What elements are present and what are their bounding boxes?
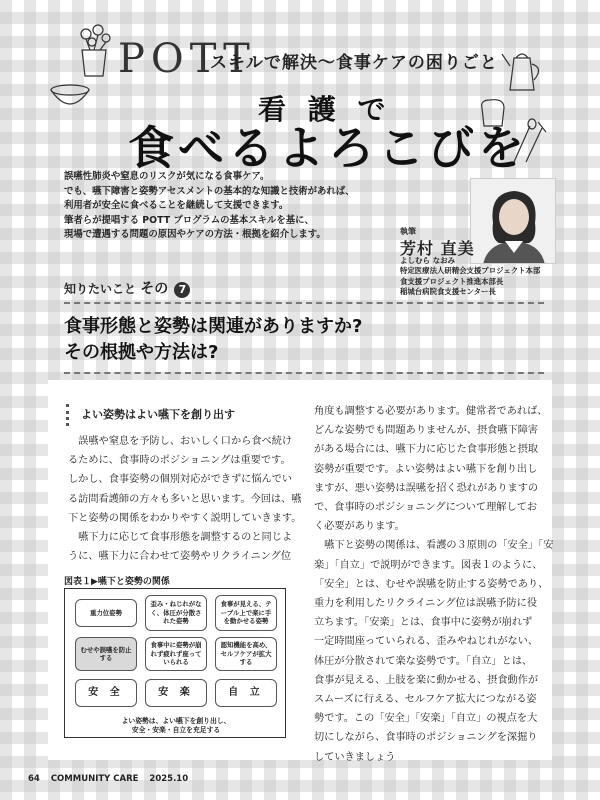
text-line: るために、食事時のポジショニングは重要です。 — [68, 455, 291, 467]
intro-line: 筆者らが提唱する POTT プログラムの基本スキルを基に、 — [64, 214, 314, 226]
text-line: 切にしながら、食事時のポジショニングを深掘り — [314, 732, 538, 744]
author-affiliation — [400, 266, 540, 298]
figure-box-independence: 自 立 — [215, 679, 277, 707]
intro-line: でも、嚥下障害と姿勢アセスメントの基本的な知識と技術があれば、 — [64, 185, 355, 197]
text-line: 「安全」とは、むせや誤嚥を防止する姿勢であり、 — [314, 578, 549, 590]
intro-line: 現場で遭遇する問題の原因やケアの方法・根拠を紹介します。 — [64, 229, 326, 241]
text-line: ますが、悪い姿勢は誤嚥を招く恐れがありますの — [314, 482, 539, 494]
series-title: スキルで解決〜食事ケアの困りごと — [210, 53, 498, 73]
teapot-icon — [500, 44, 548, 94]
text-line: 重力を利用したリクライニング位は誤嚥予防に役 — [314, 598, 538, 610]
affiliation-line: 特定医療法人研精会支援プロジェクト本部 — [400, 266, 541, 275]
bowl-icon — [48, 82, 92, 112]
text-line: る訪問看護師の方々も多いと思います。今回は、嚥 — [68, 493, 302, 505]
figure-box-safety: 安 全 — [75, 679, 137, 707]
person-portrait-icon — [471, 179, 556, 264]
figure — [64, 588, 286, 738]
text-line: 勢です。この「安全」「安楽」「自立」の視点を大 — [314, 713, 538, 725]
issue-date: 2025.10 — [149, 774, 189, 784]
figure-box: 認知機能を高め、セルフケアが拡大する — [215, 637, 277, 671]
page-number: 64 — [28, 774, 40, 784]
flower-pot-icon — [72, 22, 116, 78]
know-number: 7 — [174, 282, 190, 298]
caption-line: よい姿勢は、よい嚥下を創り出し、 — [121, 717, 231, 725]
text-line: 一定時間座っていられる、歪みやねじれがない、 — [314, 636, 539, 648]
text-line: 角度も調整する必要があります。健常者であれば、 — [314, 406, 548, 417]
question-line: 食事形態と姿勢は関連がありますか? — [64, 316, 363, 337]
pott-logo: POTT — [118, 36, 256, 82]
text-line: していきましょう — [314, 751, 396, 763]
text-line: しかし、食事姿勢の個別対応ができずに悩んでい — [68, 474, 293, 486]
figure-box-comfort: 安 楽 — [145, 679, 207, 707]
text-line: く必要があります。 — [314, 521, 405, 533]
footer — [28, 774, 196, 784]
author-kana: よしむら なおみ — [400, 256, 456, 265]
affiliation-line: 食支援プロジェクト推進本部長 — [400, 276, 504, 286]
know-number-label: その — [140, 281, 169, 297]
text-line: がある場合には、嚥下力に応じた食事形態と摂取 — [314, 444, 539, 456]
text-line: 姿勢が重要です。よい姿勢はよい嚥下を創り出し — [314, 463, 538, 475]
left-column — [68, 432, 300, 566]
text-line: 食事が見える、上肢を楽に動かせる、摂食動作が — [314, 674, 539, 686]
figure-box: 歪み・ねじれがなく、体圧が分散された姿勢 — [145, 595, 207, 631]
text-line: 立ちます。「安楽」とは、食事中に姿勢が崩れず — [314, 617, 533, 629]
text-line: 楽」「自立」で説明ができます。図表１のように、 — [314, 559, 543, 571]
text-line: 下と姿勢の関係をわかりやすく説明していきます。 — [68, 512, 302, 524]
text-line: 嚥下と姿勢の関係は、看護の３原則の「安全」「安 — [314, 540, 554, 552]
caption-line: 安全・安楽・自立を充足する — [131, 726, 221, 734]
author-name: 芳村 直美 — [400, 239, 475, 258]
intro-line: 利用者が安全に食べることを継続して支援できます。 — [64, 200, 289, 212]
figure-box: 食事中に姿勢が崩れず疲れず座っていられる — [145, 637, 207, 671]
title-sub: 看 護 で — [258, 93, 392, 126]
subheading: よい姿勢はよい嚥下を創り出す — [66, 404, 235, 426]
figure-box: むせや誤嚥を防止する — [75, 637, 137, 671]
figure-box: 食事が見える、テーブル上で楽に手を動かせる姿勢 — [215, 595, 277, 631]
know-text: 知りたいこと — [64, 282, 137, 296]
magazine-name: COMMUNITY CARE — [50, 774, 139, 784]
header — [0, 0, 600, 175]
author-photo — [470, 178, 556, 264]
text-line: うに、嚥下力に合わせて姿勢やリクライニング位 — [68, 551, 292, 563]
divider — [64, 302, 544, 304]
text-line: どんな姿勢でも問題ありませんが、摂食嚥下障害 — [314, 425, 539, 437]
know-label — [64, 278, 190, 298]
intro-line: 誤嚥性肺炎や窒息のリスクが気になる食事ケア。 — [64, 171, 270, 182]
intro-text — [64, 170, 424, 243]
right-column — [314, 402, 554, 767]
affiliation-line: 稲城台病院食支援センター長 — [400, 287, 496, 296]
text-line: で、食事時のポジショニングについて理解してお — [314, 502, 538, 514]
question-heading — [64, 314, 362, 366]
figure-caption — [65, 717, 287, 735]
question-line: その根拠や方法は? — [64, 342, 219, 363]
page-title: 食べるよろこびを — [128, 121, 528, 175]
divider — [64, 372, 544, 374]
text-line: 体圧が分散されて楽な姿勢です。「自立」とは、 — [314, 655, 533, 667]
figure-title: 図表１▶嚥下と姿勢の関係 — [64, 577, 170, 587]
author-label: 執筆 — [400, 227, 416, 236]
text-line: 誤嚥や窒息を予防し、おいしく口から食べ続け — [68, 436, 293, 447]
text-line: 嚥下力に応じて食事形態を調整するのと同じよ — [68, 532, 293, 544]
text-line: スムーズに行える、セルフケア拡大につながる姿 — [314, 694, 537, 706]
figure-box: 重力位姿勢 — [75, 599, 137, 627]
